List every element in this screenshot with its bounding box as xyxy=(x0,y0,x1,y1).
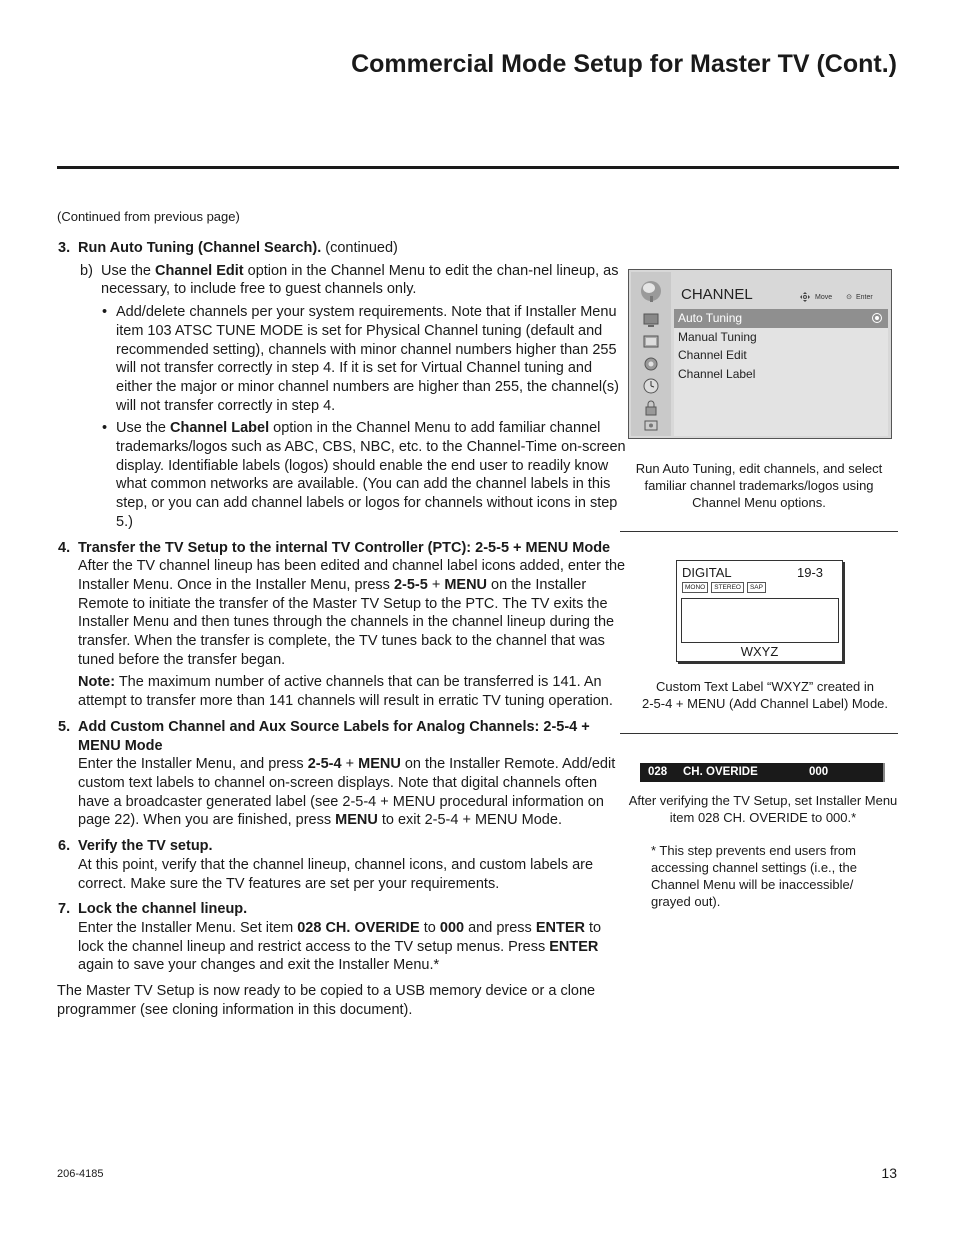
menu-icon-bar xyxy=(631,272,671,436)
step-heading: Run Auto Tuning (Channel Search). xyxy=(78,240,322,256)
bold-run: 2-5-4 xyxy=(307,756,342,773)
substep-b xyxy=(78,262,629,532)
clock-icon xyxy=(633,376,669,396)
audio-badges xyxy=(682,582,766,593)
header-divider xyxy=(57,166,899,169)
picture-icon xyxy=(633,332,669,352)
overide-item-number: 028 xyxy=(648,766,668,778)
menu-hints xyxy=(799,291,873,303)
overide-item-name: CH. OVERIDE xyxy=(683,766,758,778)
menu-list xyxy=(674,309,888,436)
menu-item-label: Channel Label xyxy=(678,366,756,381)
input-icon xyxy=(633,416,669,436)
bold-run: 000 xyxy=(439,919,465,936)
page-title: Commercial Mode Setup for Master TV (Cont.) xyxy=(351,50,897,78)
overide-item-value: 000 xyxy=(809,766,829,778)
instructions-column xyxy=(57,239,629,1019)
step-4 xyxy=(57,539,629,711)
step-number: 3. xyxy=(58,240,71,256)
note xyxy=(78,673,629,710)
text-run: + xyxy=(427,576,445,593)
bullet-item xyxy=(101,303,629,415)
badge-stereo: STEREO xyxy=(711,582,744,593)
bold-run: MENU xyxy=(444,576,488,593)
bold-run: MENU xyxy=(358,756,401,773)
footnote: * This step prevents end users from accessing channel settings (i.e., the Channel Menu will be inaccessible/ grayed out). xyxy=(651,843,857,909)
move-arrows-icon xyxy=(799,291,811,303)
step-number: 4. xyxy=(58,539,71,556)
step-heading-suffix: (continued) xyxy=(321,240,398,256)
caption-line: Custom Text Label “WXYZ” created in xyxy=(656,679,874,694)
bold-run: Channel Edit xyxy=(155,262,244,279)
text-run: on the Installer Remote. Add/edit custom text labels to channel on-screen displays. Note that digital channels often have a broadcaster generated label (see 2-5-4 + MENU procedural information on page 22). When you are finished, press xyxy=(78,756,616,829)
menu-title: CHANNEL xyxy=(681,286,753,303)
badge-sap: SAP xyxy=(747,582,766,593)
step-text: At this point, verify that the channel lineup, channel icons, and custom labels are correct. Make sure the TV features are set per your requirements. xyxy=(78,856,594,892)
note-label: Note: xyxy=(78,674,116,691)
step-number: 6. xyxy=(58,838,71,855)
step-7 xyxy=(57,900,629,975)
divider xyxy=(620,531,898,532)
bold-run: ENTER xyxy=(535,919,585,936)
text-run: Enter the Installer Menu. Set item xyxy=(78,919,298,936)
bullet-dot: • xyxy=(102,304,108,321)
gear-icon xyxy=(633,354,669,374)
menu-item-channel-edit[interactable] xyxy=(674,346,888,365)
step-number: 5. xyxy=(58,718,71,735)
tv-icon xyxy=(633,310,669,330)
bold-run: MENU xyxy=(335,812,378,829)
bullet-item xyxy=(101,419,629,531)
text-run: to exit 2-5-4 + MENU Mode. xyxy=(377,812,562,829)
bullet-dot: • xyxy=(102,420,108,437)
step-heading: Verify the TV setup. xyxy=(78,838,213,855)
step-number: 7. xyxy=(58,901,71,918)
banner-mode: DIGITAL xyxy=(682,565,732,580)
text-run: again to save your changes and exit the Installer Menu.* xyxy=(78,957,440,974)
move-hint: Move xyxy=(815,293,833,301)
closing-paragraph: The Master TV Setup is now ready to be copied to a USB memory device or a clone programmer (see cloning information in this document). xyxy=(57,983,596,1018)
text-run: to lock the channel lineup and restrict access to the TV setup menus. Press xyxy=(78,919,602,955)
text-run: option in the Channel Menu to edit the chan-nel lineup, as necessary, to include free to guest channels only. xyxy=(101,262,619,298)
note-text: The maximum number of active channels that can be transferred is 141. An attempt to transfer more than 141 channels will result in erratic TV tuning operation. xyxy=(78,674,613,710)
channel-satellite-icon xyxy=(633,274,669,306)
step-heading: Add Custom Channel and Aux Source Labels for Analog Channels: 2-5-4 + MENU Mode xyxy=(78,718,590,754)
bold-run: 2-5-5 xyxy=(393,576,428,593)
text-run: After the TV channel lineup has been edited and channel label icons added, enter the Installer Menu. Once in the Installer Menu, press xyxy=(78,558,626,593)
overide-caption: After verifying the TV Setup, set Installer Menu item 028 CH. OVERIDE to 000.* xyxy=(628,793,898,825)
bold-run: Channel Label xyxy=(170,420,270,437)
bold-run: 028 CH. OVERIDE xyxy=(297,919,420,936)
menu-item-label: Manual Tuning xyxy=(678,329,757,344)
text-run: on the Installer Remote to initiate the transfer of the Master TV Setup to the PTC. The TV exits the Installer Menu and then tunes through the channels in the channel lineup during the transfer. When the transfer is complete, the TV tunes back to the channel that was tuned before the transfer began. xyxy=(78,576,615,668)
document-code: 206-4185 xyxy=(57,1168,104,1180)
banner-callsign: WXYZ xyxy=(740,644,779,659)
text-run: to xyxy=(419,919,440,936)
text-run: Enter the Installer Menu, and press xyxy=(78,756,308,773)
bold-run: ENTER xyxy=(549,938,599,955)
step-6 xyxy=(57,837,629,893)
substep-label: b) xyxy=(80,262,93,279)
menu-item-auto-tuning[interactable] xyxy=(674,309,888,328)
text-run: option in the Channel Menu to add familiar channel trademarks/logos such as ABC, CBS, NBC, etc. to the Channel-Time on-screen display. Identifiable labels (logos) should enable the end user to readily know what common networks are available. (You can add the channel labels in this step, or you can add channel labels or logos for channels without icons in step 5.) xyxy=(116,420,626,530)
enter-icon: ⊙ xyxy=(846,294,852,301)
channel-menu-caption: Run Auto Tuning, edit channels, and select familiar channel trademarks/logos using Channel Menu options. xyxy=(635,461,883,510)
menu-item-label: Channel Edit xyxy=(678,348,747,362)
text-run: Use the xyxy=(116,420,170,437)
continued-note: (Continued from previous page) xyxy=(57,209,240,224)
menu-item-manual-tuning[interactable] xyxy=(674,328,888,347)
selected-radio-icon xyxy=(872,313,882,323)
text-run: and press xyxy=(464,919,536,936)
step-heading: Transfer the TV Setup to the internal TV Controller (PTC): 2-5-5 + MENU Mode xyxy=(78,539,611,556)
ch-overide-bar xyxy=(640,763,885,782)
page-number: 13 xyxy=(881,1165,897,1181)
step-heading: Lock the channel lineup. xyxy=(78,901,248,918)
caption-line: 2-5-4 + MENU (Add Channel Label) Mode. xyxy=(641,696,889,711)
divider xyxy=(620,733,898,734)
banner-info-area xyxy=(681,598,839,643)
menu-item-label: Auto Tuning xyxy=(678,311,743,325)
menu-item-channel-label[interactable] xyxy=(674,365,888,384)
text-run: Use the xyxy=(101,262,155,279)
step-5 xyxy=(57,718,629,830)
channel-banner-caption xyxy=(622,678,908,712)
text-run: + xyxy=(341,756,359,773)
banner-channel: 19-3 xyxy=(797,565,824,580)
step-3 xyxy=(57,239,629,532)
lock-icon xyxy=(633,398,669,418)
enter-hint: Enter xyxy=(856,293,873,301)
bullet-text: Add/delete channels per your system requirements. Note that if Installer Menu item 103 ATSC TUNE MODE is set for Physical Channel tuning (default and recommended setting), channels with minor channel numbers higher than 255 will not transfer correctly in step 4. If it is set for Virtual Channel tuning and either the major or minor channel numbers are higher than 255, the channel(s) will not transfer correctly in step 4. xyxy=(116,304,619,414)
channel-banner-illustration xyxy=(676,560,843,662)
badge-mono: MONO xyxy=(682,582,708,593)
channel-menu-illustration xyxy=(628,269,892,439)
